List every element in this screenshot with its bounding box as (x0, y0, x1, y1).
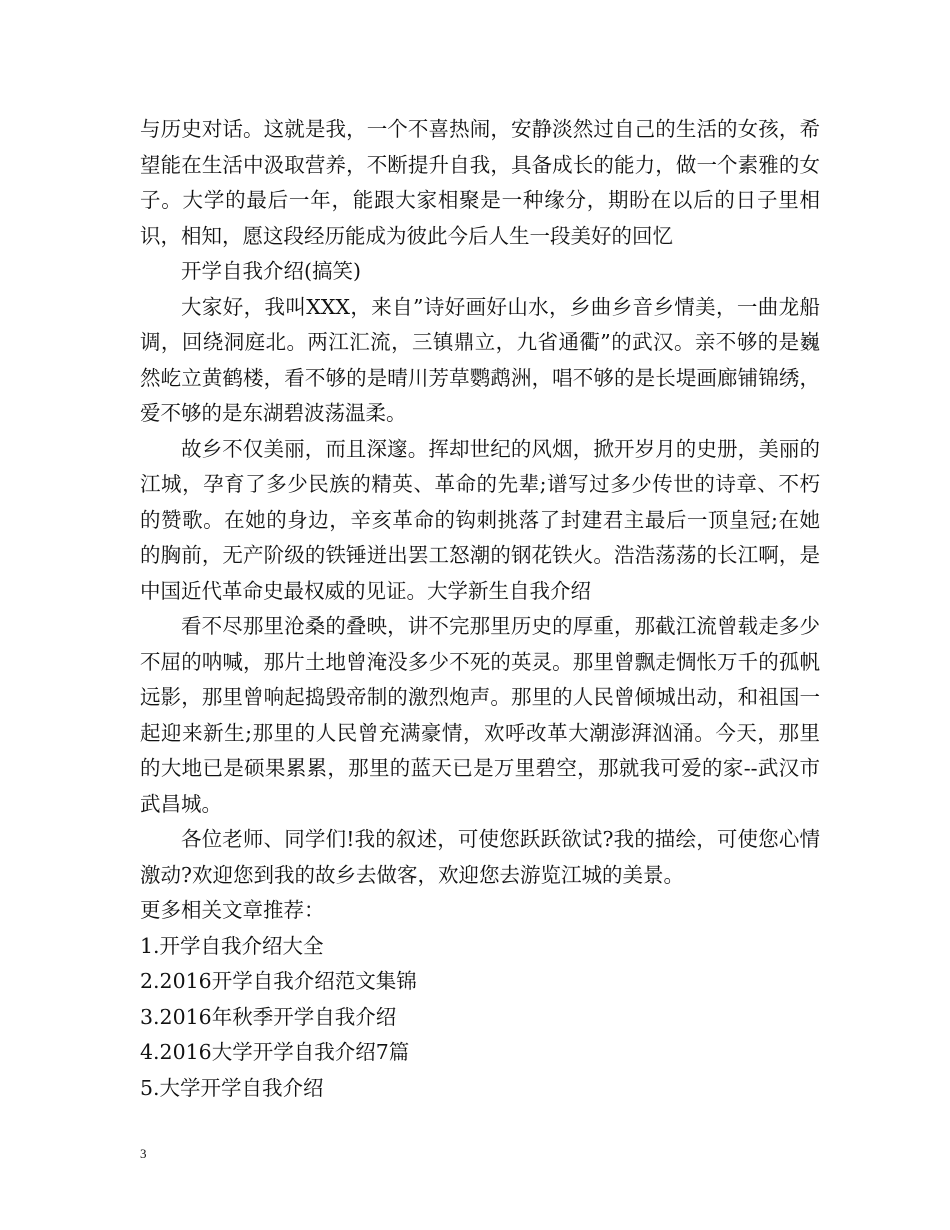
page-number: 3 (140, 1146, 147, 1161)
paragraph-hometown-memories: 看不尽那里沧桑的叠映，讲不完那里历史的厚重，那截江流曾载走多少不屈的呐喊，那片土地曾淹没多少不死的英灵。那里曾飘走惆怅万千的孤帆远影，那里曾响起捣毁帝制的激烈炮声。那里的人民曾倾城出动，和祖国一起迎来新生;那里的人民曾充满豪情，欢呼改革大潮澎湃汹涌。今天，那里的大地已是硕果累累，那里的蓝天已是万里碧空，那就我可爱的家--武汉市武昌城。 (140, 614, 820, 816)
document-page (140, 112, 820, 1106)
paragraph-hometown-history: 故乡不仅美丽，而且深邃。挥却世纪的风烟，掀开岁月的史册，美丽的江城，孕育了多少民族的精英、革命的先辈;谱写过多少传世的诗章、不朽的赞歌。在她的身边，辛亥革命的钩刺挑落了封建君主最后一顶皇冠;在她的胸前，无产阶级的铁锤迸出罢工怒潮的钢花铁火。浩浩荡荡的长江啊，是中国近代革命史最权威的见证。大学新生自我介绍 (140, 436, 820, 603)
related-article-link[interactable]: 4.2016大学开学自我介绍7篇 (140, 1040, 410, 1064)
paragraph-wuhan-intro: 大家好，我叫XXX，来自”诗好画好山水，乡曲乡音乡情美，一曲龙船调，回绕洞庭北。两江汇流，三镇鼎立，九省通衢”的武汉。亲不够的是巍然屹立黄鹤楼，看不够的是晴川芳草鹦鹉洲，唱不够的是长堤画廊铺锦绣，爱不够的是东湖碧波荡温柔。 (140, 294, 820, 425)
related-articles-heading: 更多相关文章推荐： (140, 898, 325, 922)
paragraph-closing: 各位老师、同学们!我的叙述，可使您跃跃欲试?我的描绘，可使您心情激动?欢迎您到我的故乡去做客，欢迎您去游览江城的美景。 (140, 827, 820, 887)
related-article-link[interactable]: 3.2016年秋季开学自我介绍 (140, 1004, 397, 1029)
section-heading: 开学自我介绍(搞笑) (181, 259, 361, 283)
related-article-link[interactable]: 1.开学自我介绍大全 (140, 933, 324, 958)
related-article-link[interactable]: 5.大学开学自我介绍 (140, 1075, 324, 1100)
related-article-link[interactable]: 2.2016开学自我介绍范文集锦 (140, 969, 417, 993)
paragraph-intro-end: 与历史对话。这就是我，一个不喜热闹，安静淡然过自己的生活的女孩，希望能在生活中汲取营养，不断提升自我，具备成长的能力，做一个素雅的女子。大学的最后一年，能跟大家相聚是一种缘分，期盼在以后的日子里相识，相知，愿这段经历能成为彼此今后人生一段美好的回忆 (140, 117, 820, 248)
